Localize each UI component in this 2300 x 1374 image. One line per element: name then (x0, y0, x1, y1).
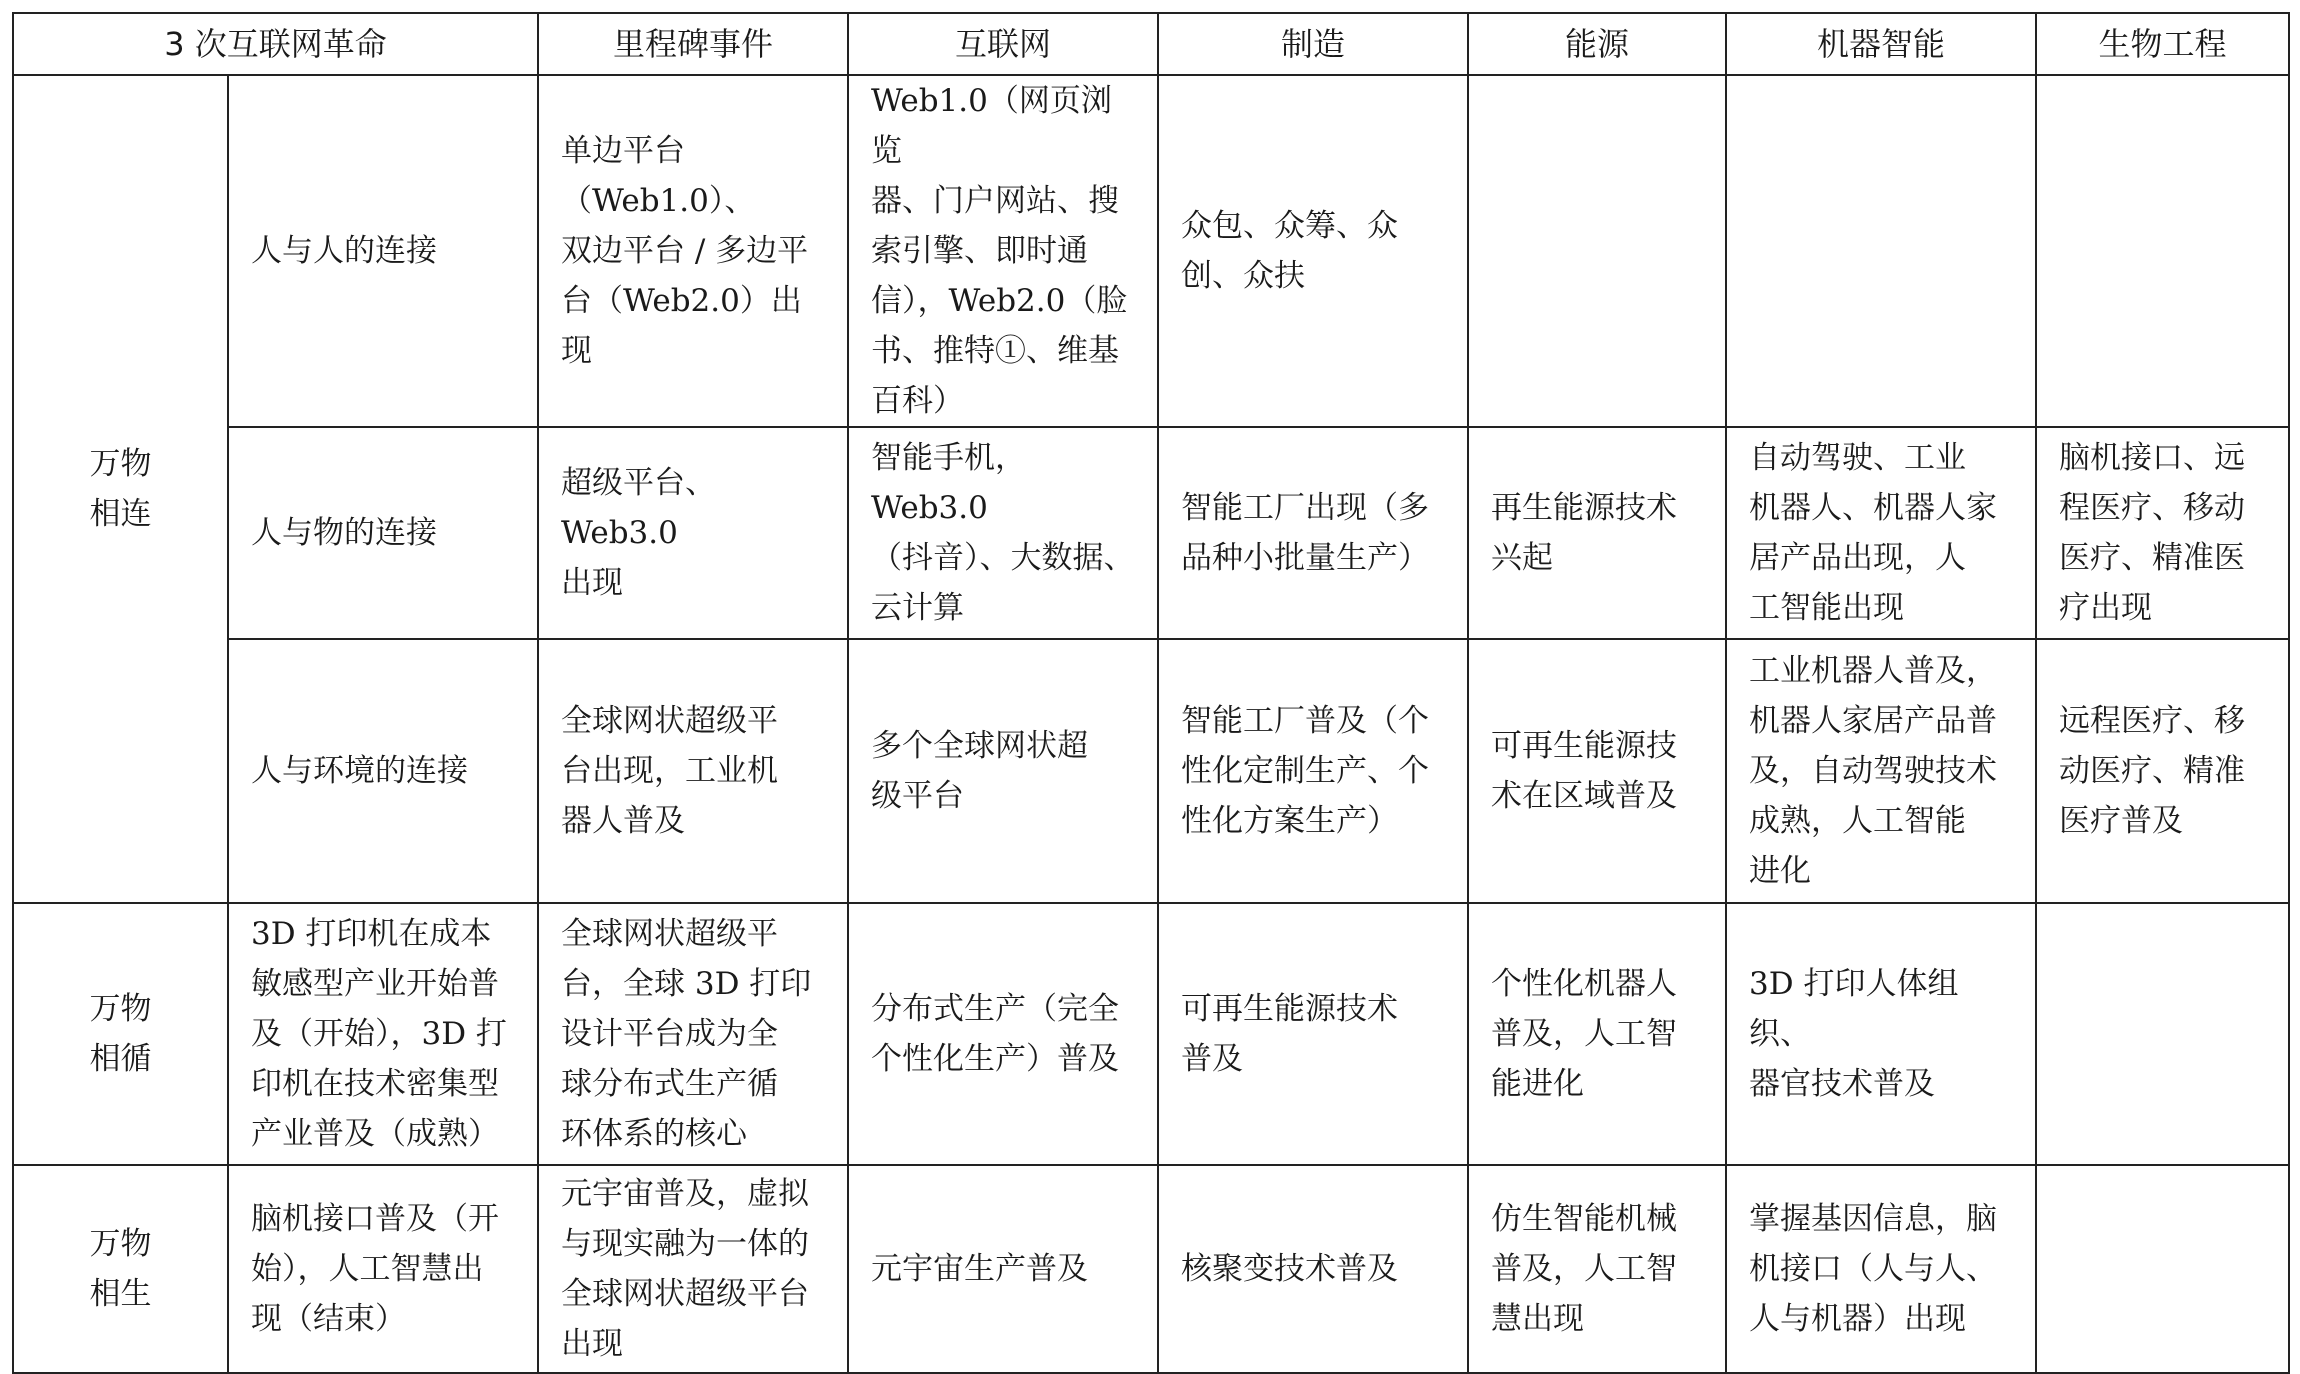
era-symbiosis (13, 1165, 228, 1373)
era-line: 相生 (89, 1276, 152, 1312)
header-bioengineering: 生物工程 (2036, 13, 2289, 75)
manufacturing-cell: 智能工厂普及（个 性化定制生产、个 性化方案生产） (1158, 639, 1468, 903)
era-line: 相循 (89, 1041, 152, 1077)
milestone-cell: 单边平台（Web1.0）、 双边平台 / 多边平 台（Web2.0）出现 (538, 75, 848, 427)
era-line: 相连 (89, 496, 152, 532)
energy-cell (1468, 75, 1726, 427)
connection-cell: 3D 打印机在成本 敏感型产业开始普 及（开始），3D 打 印机在技术密集型 产业普及（成熟） (228, 903, 538, 1165)
machine-intelligence-cell: 自动驾驶、工业 机器人、机器人家 居产品出现，人 工智能出现 (1726, 427, 2036, 639)
bioengineering-cell (2036, 1165, 2289, 1373)
manufacturing-cell: 可再生能源技术 普及 (1158, 903, 1468, 1165)
header-row (13, 13, 2289, 75)
header-manufacturing: 制造 (1158, 13, 1468, 75)
internet-cell: 元宇宙生产普及 (848, 1165, 1158, 1373)
header-energy: 能源 (1468, 13, 1726, 75)
bioengineering-cell (2036, 903, 2289, 1165)
bioengineering-cell (2036, 75, 2289, 427)
era-line: 万物 (89, 446, 152, 482)
header-revolutions: 3 次互联网革命 (13, 13, 538, 75)
energy-cell: 再生能源技术 兴起 (1468, 427, 1726, 639)
header-machine-intelligence: 机器智能 (1726, 13, 2036, 75)
table-row (13, 903, 2289, 1165)
connection-cell: 人与物的连接 (228, 427, 538, 639)
connection-cell: 人与环境的连接 (228, 639, 538, 903)
header-internet: 互联网 (848, 13, 1158, 75)
connection-cell: 人与人的连接 (228, 75, 538, 427)
internet-cell: 分布式生产（完全 个性化生产）普及 (848, 903, 1158, 1165)
machine-intelligence-cell: 3D 打印人体组织、 器官技术普及 (1726, 903, 2036, 1165)
milestone-cell: 超级平台、Web3.0 出现 (538, 427, 848, 639)
era-line: 万物 (89, 1226, 152, 1262)
manufacturing-cell: 核聚变技术普及 (1158, 1165, 1468, 1373)
internet-cell: Web1.0（网页浏览 器、门户网站、搜 索引擎、即时通 信），Web2.0（脸 书、推特①、维基 百科） (848, 75, 1158, 427)
connection-cell: 脑机接口普及（开 始），人工智慧出 现（结束） (228, 1165, 538, 1373)
table-row (13, 75, 2289, 427)
era-connection (13, 75, 228, 903)
milestone-cell: 全球网状超级平 台出现，工业机 器人普及 (538, 639, 848, 903)
bioengineering-cell: 远程医疗、移 动医疗、精准 医疗普及 (2036, 639, 2289, 903)
machine-intelligence-cell (1726, 75, 2036, 427)
table-row (13, 639, 2289, 903)
machine-intelligence-cell: 工业机器人普及， 机器人家居产品普 及，自动驾驶技术 成熟，人工智能 进化 (1726, 639, 2036, 903)
manufacturing-cell: 智能工厂出现（多 品种小批量生产） (1158, 427, 1468, 639)
table-row (13, 427, 2289, 639)
energy-cell: 个性化机器人 普及，人工智 能进化 (1468, 903, 1726, 1165)
milestone-cell: 元宇宙普及，虚拟 与现实融为一体的 全球网状超级平台 出现 (538, 1165, 848, 1373)
energy-cell: 仿生智能机械 普及，人工智 慧出现 (1468, 1165, 1726, 1373)
bioengineering-cell: 脑机接口、远 程医疗、移动 医疗、精准医 疗出现 (2036, 427, 2289, 639)
machine-intelligence-cell: 掌握基因信息，脑 机接口（人与人、 人与机器）出现 (1726, 1165, 2036, 1373)
era-cycle (13, 903, 228, 1165)
energy-cell: 可再生能源技 术在区域普及 (1468, 639, 1726, 903)
table-row (13, 1165, 2289, 1373)
internet-cell: 智能手机，Web3.0 （抖音）、大数据、 云计算 (848, 427, 1158, 639)
internet-revolution-table (12, 12, 2290, 1374)
header-milestone: 里程碑事件 (538, 13, 848, 75)
internet-cell: 多个全球网状超 级平台 (848, 639, 1158, 903)
milestone-cell: 全球网状超级平 台，全球 3D 打印 设计平台成为全 球分布式生产循 环体系的核心 (538, 903, 848, 1165)
era-line: 万物 (89, 991, 152, 1027)
manufacturing-cell: 众包、众筹、众 创、众扶 (1158, 75, 1468, 427)
